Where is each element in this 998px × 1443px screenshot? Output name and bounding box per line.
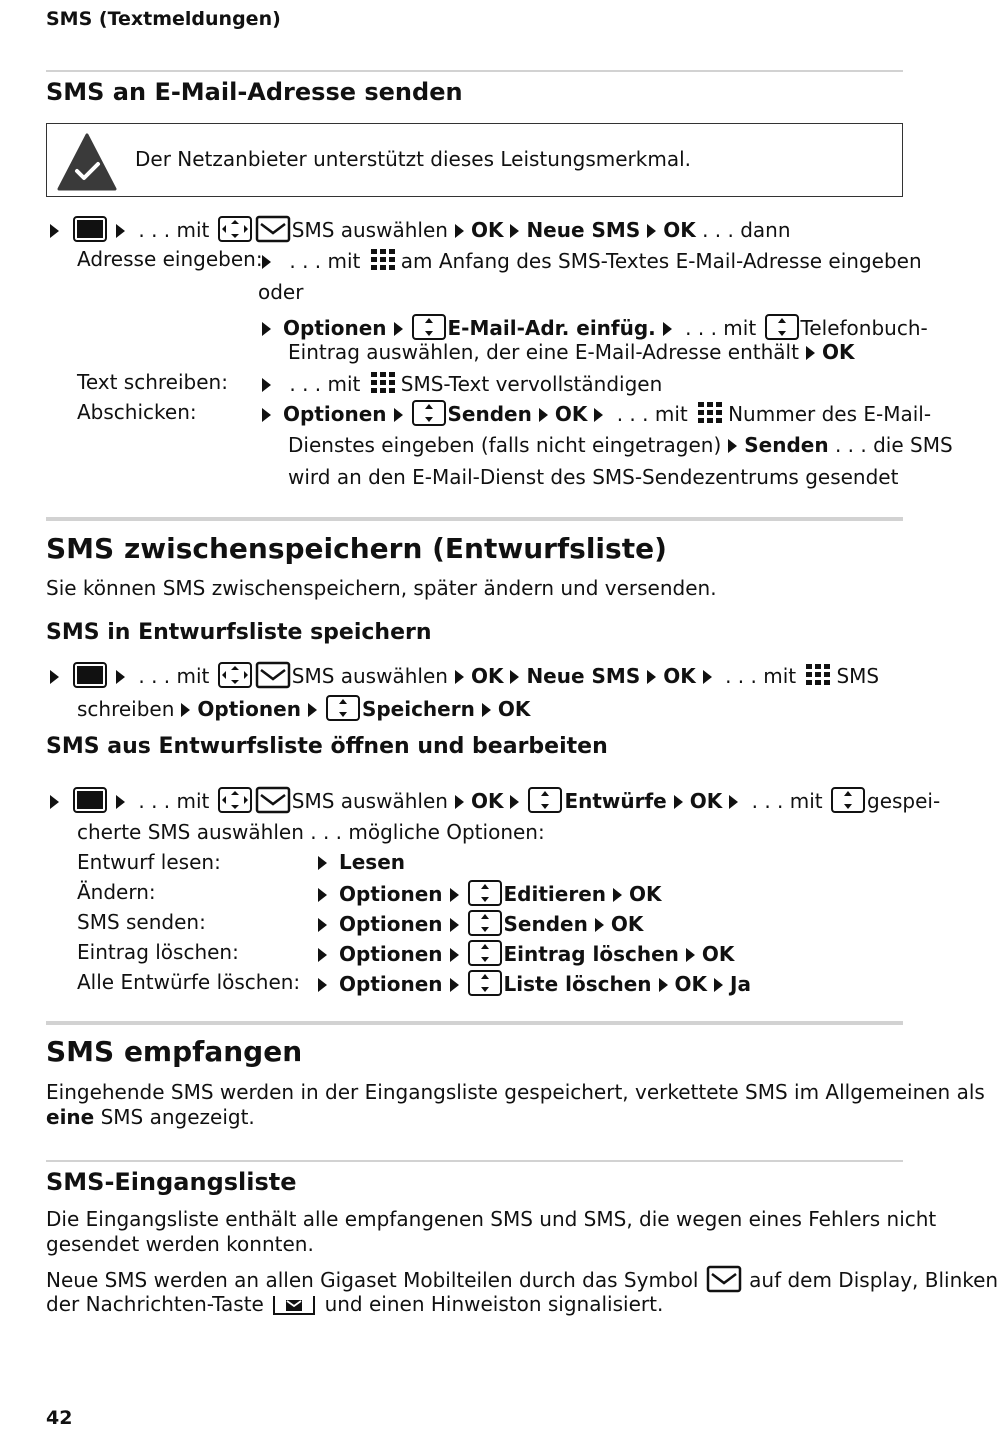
option-label: Entwurf lesen:: [77, 850, 221, 874]
arrow-icon: [262, 378, 271, 392]
step-label: Abschicken:: [77, 400, 197, 424]
nav-key-updown-icon: [326, 695, 360, 721]
keypad-icon: [696, 400, 726, 426]
keypad-icon: [369, 247, 399, 273]
menu-key-icon: [73, 216, 107, 242]
option-row: Optionen Eintrag löschen OK: [314, 940, 734, 966]
instruction-line: . . . mit SMS auswählen OK Entwürfe OK . . . mit gespei-: [46, 787, 940, 813]
arrow-icon: [647, 670, 656, 684]
divider: [46, 70, 903, 72]
envelope-icon: [707, 1266, 741, 1292]
instruction-line: . . . mit am Anfang des SMS-Textes E-Mail-Adresse eingeben: [258, 247, 922, 273]
arrow-icon: [308, 703, 317, 717]
arrow-icon: [450, 978, 459, 992]
nav-key-updown-icon: [468, 880, 502, 906]
arrow-icon: [714, 978, 723, 992]
arrow-icon: [594, 408, 603, 422]
arrow-icon: [181, 703, 190, 717]
nav-key-4way-icon: [218, 216, 252, 242]
paragraph: Sie können SMS zwischenspeichern, später ändern und versenden.: [46, 576, 717, 600]
nav-key-updown-icon: [468, 940, 502, 966]
arrow-icon: [262, 322, 271, 336]
divider: [46, 1160, 903, 1162]
page-number: 42: [46, 1407, 73, 1429]
paragraph: eine SMS angezeigt.: [46, 1105, 255, 1129]
arrow-icon: [262, 408, 271, 422]
option-label: SMS senden:: [77, 910, 206, 934]
option-row: Optionen Editieren OK: [314, 880, 662, 906]
arrow-icon: [116, 670, 125, 684]
arrow-icon: [510, 670, 519, 684]
arrow-icon: [455, 224, 464, 238]
divider: [46, 517, 903, 521]
divider: [46, 1021, 903, 1025]
nav-key-updown-icon: [468, 910, 502, 936]
arrow-icon: [394, 408, 403, 422]
arrow-icon: [482, 703, 491, 717]
section-title: SMS-Eingangsliste: [46, 1168, 297, 1196]
paragraph: Neue SMS werden an allen Gigaset Mobilteilen durch das Symbol auf dem Display, Blinken: [46, 1268, 998, 1292]
arrow-icon: [318, 918, 327, 932]
arrow-icon: [510, 224, 519, 238]
instruction-line: Dienstes eingeben (falls nicht eingetragen) Senden . . . die SMS: [288, 433, 953, 457]
nav-key-updown-icon: [831, 787, 865, 813]
nav-key-updown-icon: [765, 314, 799, 340]
check-warning-icon: [57, 133, 117, 191]
option-label: Eintrag löschen:: [77, 940, 239, 964]
arrow-icon: [394, 322, 403, 336]
arrow-icon: [613, 888, 622, 902]
arrow-icon: [450, 918, 459, 932]
nav-key-updown-icon: [412, 314, 446, 340]
arrow-icon: [318, 856, 327, 870]
envelope-icon: [256, 787, 290, 813]
arrow-icon: [50, 795, 59, 809]
page-header: SMS (Textmeldungen): [46, 8, 281, 30]
option-row: Optionen Liste löschen OK Ja: [314, 970, 751, 996]
arrow-icon: [686, 948, 695, 962]
section-title: SMS an E-Mail-Adresse senden: [46, 78, 463, 106]
paragraph: Die Eingangsliste enthält alle empfangenen SMS und SMS, die wegen eines Fehlers nicht: [46, 1207, 937, 1231]
nav-key-updown-icon: [468, 970, 502, 996]
arrow-icon: [806, 346, 815, 360]
menu-key-icon: [73, 787, 107, 813]
arrow-icon: [674, 795, 683, 809]
arrow-icon: [455, 670, 464, 684]
message-key-icon: [272, 1292, 316, 1316]
nav-key-4way-icon: [218, 662, 252, 688]
arrow-icon: [595, 918, 604, 932]
arrow-icon: [450, 888, 459, 902]
arrow-icon: [116, 795, 125, 809]
option-row: Optionen Senden OK: [314, 910, 643, 936]
instruction-line: schreiben Optionen Speichern OK: [77, 697, 531, 721]
instruction-line: wird an den E-Mail-Dienst des SMS-Sendezentrums gesendet: [288, 465, 899, 489]
arrow-icon: [262, 255, 271, 269]
arrow-icon: [703, 670, 712, 684]
paragraph: der Nachrichten-Taste und einen Hinweiston signalisiert.: [46, 1292, 664, 1316]
or-text: oder: [258, 280, 304, 304]
arrow-icon: [510, 795, 519, 809]
instruction-line: cherte SMS auswählen . . . mögliche Optionen:: [77, 820, 545, 844]
step-label: Text schreiben:: [77, 370, 228, 394]
arrow-icon: [318, 978, 327, 992]
keypad-icon: [804, 662, 834, 688]
paragraph: gesendet werden konnten.: [46, 1232, 314, 1256]
arrow-icon: [50, 670, 59, 684]
nav-key-4way-icon: [218, 787, 252, 813]
arrow-icon: [539, 408, 548, 422]
keypad-icon: [369, 370, 399, 396]
arrow-icon: [728, 439, 737, 453]
instruction-line: Optionen Senden OK . . . mit Nummer des E-Mail-: [258, 400, 931, 426]
nav-key-updown-icon: [412, 400, 446, 426]
nav-key-updown-icon: [528, 787, 562, 813]
subsection-title: SMS in Entwurfsliste speichern: [46, 620, 432, 645]
envelope-icon: [256, 662, 290, 688]
arrow-icon: [729, 795, 738, 809]
arrow-icon: [50, 224, 59, 238]
note-text: Der Netzanbieter unterstützt dieses Leistungsmerkmal.: [135, 147, 691, 171]
arrow-icon: [663, 322, 672, 336]
arrow-icon: [318, 888, 327, 902]
arrow-icon: [450, 948, 459, 962]
section-title: SMS empfangen: [46, 1035, 303, 1068]
envelope-icon: [256, 216, 290, 242]
instruction-line: Optionen E-Mail-Adr. einfüg. . . . mit Telefonbuch-: [258, 314, 928, 340]
arrow-icon: [659, 978, 668, 992]
arrow-icon: [318, 948, 327, 962]
instruction-line: . . . mit SMS-Text vervollständigen: [258, 370, 662, 396]
section-title: SMS zwischenspeichern (Entwurfsliste): [46, 532, 667, 565]
arrow-icon: [455, 795, 464, 809]
step-label: Adresse eingeben:: [77, 247, 263, 271]
paragraph: Eingehende SMS werden in der Eingangsliste gespeichert, verkettete SMS im Allgemeinen als: [46, 1080, 985, 1104]
instruction-line: . . . mit SMS auswählen OK Neue SMS OK . . . dann: [46, 216, 791, 242]
instruction-line: . . . mit SMS auswählen OK Neue SMS OK . . . mit SMS: [46, 662, 879, 688]
menu-key-icon: [73, 662, 107, 688]
instruction-line: Eintrag auswählen, der eine E-Mail-Adresse enthält OK: [288, 340, 855, 364]
note-box: [46, 123, 903, 197]
subsection-title: SMS aus Entwurfsliste öffnen und bearbeiten: [46, 734, 608, 759]
option-row: Lesen: [314, 850, 405, 874]
option-label: Alle Entwürfe löschen:: [77, 970, 301, 994]
arrow-icon: [647, 224, 656, 238]
arrow-icon: [116, 224, 125, 238]
option-label: Ändern:: [77, 880, 156, 904]
